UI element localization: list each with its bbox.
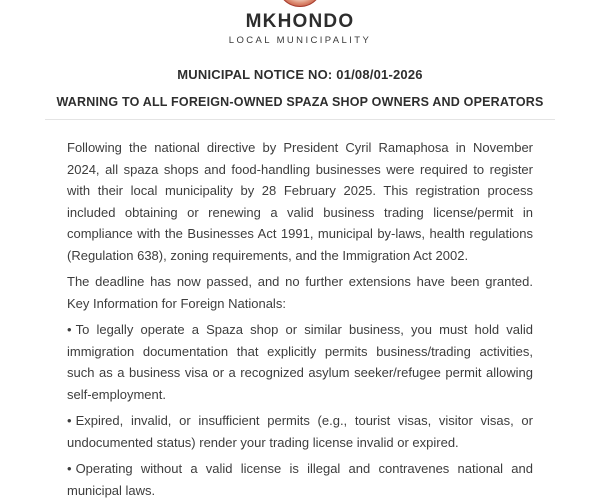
- bullet-icon: •: [67, 413, 72, 428]
- bullet-text: Expired, invalid, or insufficient permits (e.g., tourist visas, visitor visas, or undocumented status) render your trading license invalid or expired.: [67, 413, 533, 450]
- paragraph-deadline: The deadline has now passed, and no further extensions have been granted. Key Information for Foreign Nationals:: [67, 274, 533, 311]
- divider-line: [45, 119, 555, 120]
- paragraph-directive: Following the national directive by President Cyril Ramaphosa in November 2024, all spaza shops and food-handling businesses were required to register with their local municipality by 28 February 2025. This registration process included obtaining or renewing a valid business trading license/permit in compliance with the Businesses Act 1991, municipal by-laws, health regulations (Regulation 638), zoning requirements, and the Immigration Act 2002.: [67, 140, 533, 263]
- bullet-item-immigration-docs: [67, 319, 533, 405]
- org-subtitle: LOCAL MUNICIPALITY: [228, 35, 372, 46]
- bullet-icon: •: [67, 461, 72, 476]
- bullet-text: Operating without a valid license is illegal and contravenes national and municipal laws.: [67, 461, 533, 498]
- bullet-item-illegal-operation: [67, 458, 533, 501]
- notice-number-heading: MUNICIPAL NOTICE NO: 01/08/01-2026: [177, 67, 423, 82]
- bullet-icon: •: [67, 322, 72, 337]
- org-name: MKHONDO: [245, 11, 355, 32]
- warning-title-heading: WARNING TO ALL FOREIGN-OWNED SPAZA SHOP OWNERS AND OPERATORS: [56, 95, 544, 109]
- bullet-text: To legally operate a Spaza shop or similar business, you must hold valid immigration documentation that explicitly permits business/trading activities, such as a business visa or a recognized asylum seeker/refugee permit allowing self-employment.: [67, 322, 533, 402]
- notice-body: [0, 137, 600, 501]
- bullet-item-expired-permits: [67, 410, 533, 453]
- seal-icon: [277, 0, 323, 7]
- municipal-seal-logo: [277, 0, 323, 8]
